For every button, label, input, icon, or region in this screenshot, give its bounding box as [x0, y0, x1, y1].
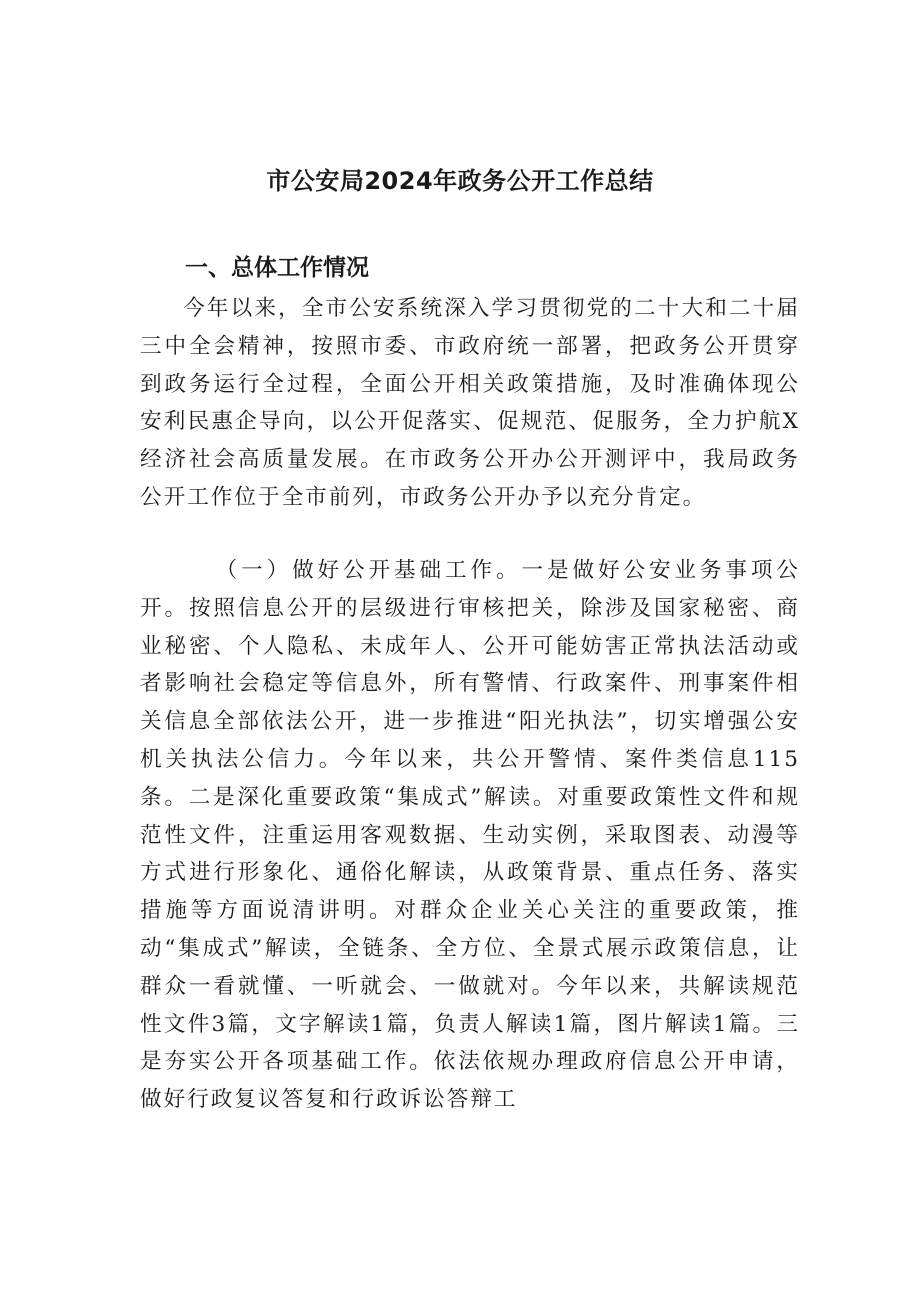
paragraph-overview: 今年以来，全市公安系统深入学习贯彻党的二十大和二十届三中全会精神，按照市委、市政府统一部署，把政务公开贯穿到政务运行全过程，全面公开相关政策措施，及时准确体现公安利民惠企导向，以公开促落实、促规范、促服务，全力护航X经济社会高质量发展。在市政务公开办公开测评中，我局政务公开工作位于全市前列，市政务公开办予以充分肯定。 [140, 296, 800, 510]
section-heading: 一、总体工作情况 [185, 255, 369, 281]
paragraph-basic-work: （一）做好公开基础工作。一是做好公安业务事项公开。按照信息公开的层级进行审核把关，除涉及国家秘密、商业秘密、个人隐私、未成年人、公开可能妨害正常执法活动或者影响社会稳定等信息外，所有警情、行政案件、刑事案件相关信息全部依法公开，进一步推进“阳光执法”，切实增强公安机关执法公信力。今年以来，共公开警情、案件类信息115条。二是深化重要政策“集成式”解读。对重要政策性文件和规范性文件，注重运用客观数据、生动实例，采取图表、动漫等方式进行形象化、通俗化解读，从政策背景、重点任务、落实措施等方面说清讲明。对群众企业关心关注的重要政策，推动“集成式”解读，全链条、全方位、全景式展示政策信息，让群众一看就懂、一听就会、一做就对。今年以来，共解读规范性文件3篇，文字解读1篇，负责人解读1篇，图片解读1篇。三是夯实公开各项基础工作。依法依规办理政府信息公开申请，做好行政复议答复和行政诉讼答辩工 [140, 558, 800, 1113]
document-title: 市公安局2024年政务公开工作总结 [266, 167, 654, 195]
